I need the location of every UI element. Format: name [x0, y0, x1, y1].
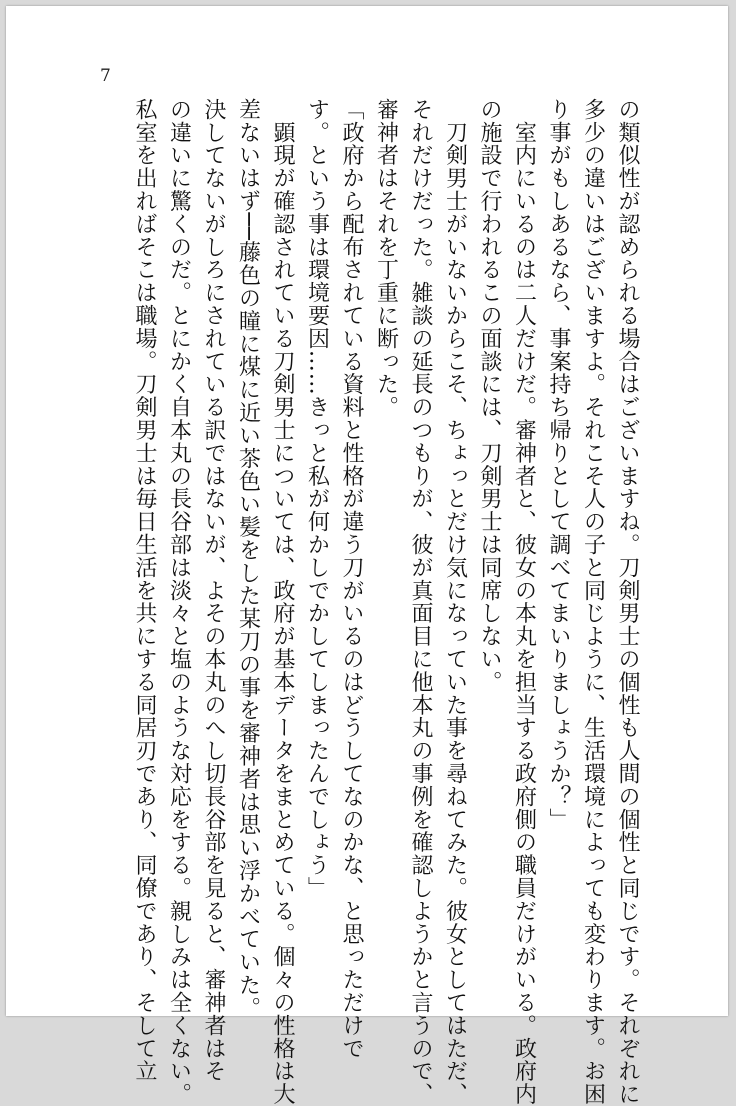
text-line: 顕現が確認されている刀剣男士については、政府が基本データをまとめている。個々の性格は大	[270, 98, 295, 1106]
text-line: 決してないがしろにされている訳ではないが、よその本丸のへし切長谷部を見ると、審神者はそ	[201, 98, 226, 1083]
vertical-text-body	[127, 98, 645, 1106]
text-line: 室内にいるのは二人だけだ。審神者と、彼女の本丸を担当する政府側の職員だけがいる。政府内	[511, 98, 537, 1106]
text-line: 刀剣男士がいないからこそ、ちょっとだけ気になっていた事を尋ねてみた。彼女としてはただ、	[442, 98, 468, 1106]
text-line: 多少の違いはございますよ。それこそ人の子と同じように、生活環境によっても変わります。お困	[580, 98, 606, 1106]
text-line: の違いに驚くのだ。とにかく自本丸の長谷部は淡々と塩のような対応をする。親しみは全くない。	[166, 98, 192, 1106]
text-line: それだけだった。雑談の延長のつもりが、彼が真面目に他本丸の事例を確認しようかと言うので、	[408, 98, 433, 1106]
text-line: 審神者はそれを丁重に断った。	[373, 98, 399, 419]
book-page	[6, 6, 728, 1106]
text-line: 私室を出ればそこは職場。刀剣男士は毎日生活を共にする同居刃であり、同僚であり、そして立	[132, 98, 157, 1083]
text-line: す。という事は環境要因……きっと私が何かしでかしてしまったんでしょう」	[304, 98, 330, 900]
text-line: の類似性が認められる場合はございますね。刀剣男士の個性も人間の個性と同じです。それぞれに	[615, 98, 640, 1106]
page-number: 7	[100, 66, 111, 86]
text-line: の施設で行われるこの面談には、刀剣男士は同席しない。	[477, 98, 502, 694]
text-line: 差ないはず──藤色の瞳に煤に近い茶色い髪をした某刀の事を審神者は思い浮かべていた。	[235, 98, 261, 1020]
text-line: 「政府から配布されている資料と性格が違う刀がいるのはどうしてなのかな、と思っただけで	[339, 98, 364, 1060]
text-line: り事がもしあるなら、事案持ち帰りとして調べてまいりましょうか？」	[546, 98, 571, 831]
